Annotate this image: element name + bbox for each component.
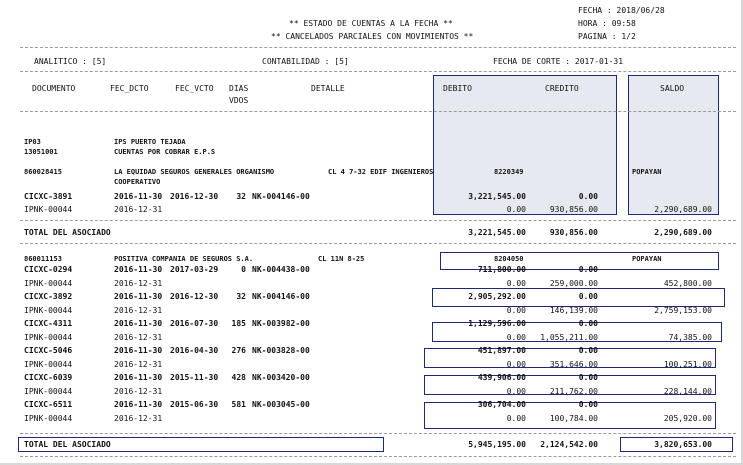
row-debit: 0.00 xyxy=(506,205,526,214)
row-debit: 0.00 xyxy=(506,386,526,396)
row-saldo: 74,385.00 xyxy=(668,332,712,342)
row-debit: 306,704.00 xyxy=(477,400,526,409)
row-dias: 428 xyxy=(231,373,246,382)
associate-address: CL 4 7-32 EDIF INGENIEROS xyxy=(328,168,434,176)
row-saldo: 2,759,153.00 xyxy=(654,305,712,315)
account-name: CUENTAS POR COBRAR E.P.S xyxy=(114,148,216,156)
col-fec-dcto: FEC_DCTO xyxy=(110,84,149,93)
row-credit: 259,000.00 xyxy=(549,278,598,288)
row-credit: 0.00 xyxy=(578,373,598,382)
row-document: CICXC-3891 xyxy=(24,192,73,201)
row-dias: 0 xyxy=(241,265,246,274)
saldo-column-highlight xyxy=(628,75,719,215)
row-credit: 0.00 xyxy=(578,346,598,355)
row-detalle: NK-004146-00 xyxy=(252,192,310,201)
divider xyxy=(20,111,736,112)
report-page-number: PAGINA : 1/2 xyxy=(578,32,636,41)
row-dias: 581 xyxy=(231,400,246,409)
group2-total-debit: 5,945,195.00 xyxy=(468,440,526,449)
row-credit: 146,139.00 xyxy=(549,305,598,315)
row-saldo: 2,290,689.00 xyxy=(654,205,712,214)
divider xyxy=(20,47,736,48)
row-fec-vcto: 2015-11-30 xyxy=(170,373,219,382)
row-fec-vcto: 2016-12-30 xyxy=(170,292,219,301)
group2-total-label: TOTAL DEL ASOCIADO xyxy=(24,440,111,449)
contabilidad-label: CONTABILIDAD : [5] xyxy=(262,57,349,66)
associate-name: LA EQUIDAD SEGUROS GENERALES ORGANISMO xyxy=(114,168,275,176)
row-fec-dcto: 2016-12-31 xyxy=(114,205,163,214)
row-saldo: 228,144.00 xyxy=(663,386,712,396)
row-document: CICXC-3892 xyxy=(24,292,73,301)
col-credito: CREDITO xyxy=(545,84,579,93)
report-time: HORA : 09:58 xyxy=(578,19,636,28)
row-document: IPNK-00044 xyxy=(24,359,73,369)
row-fec-vcto: 2016-04-30 xyxy=(170,346,219,355)
row-fec-dcto: 2016-11-30 xyxy=(114,400,163,409)
divider xyxy=(20,71,736,72)
row-fec-dcto: 2016-11-30 xyxy=(114,265,163,274)
report-title: ** ESTADO DE CUENTAS A LA FECHA ** xyxy=(289,19,453,28)
divider xyxy=(20,243,736,244)
entity-code: IP03 xyxy=(24,138,41,146)
row-document: IPNK-00044 xyxy=(24,386,73,396)
group1-total-saldo: 2,290,689.00 xyxy=(654,228,712,237)
row-document: CICXC-5046 xyxy=(24,346,73,355)
row-debit: 711,800.00 xyxy=(477,265,526,274)
row-fec-dcto: 2016-11-30 xyxy=(114,373,163,382)
row-fec-vcto: 2016-12-30 xyxy=(170,192,219,201)
row-fec-vcto: 2017-03-29 xyxy=(170,265,219,274)
row-debit: 0.00 xyxy=(506,278,526,288)
row-debit: 2,905,292.00 xyxy=(468,292,526,301)
row-dias: 32 xyxy=(236,292,246,301)
row-document: IPNK-00044 xyxy=(24,305,73,315)
col-saldo: SALDO xyxy=(660,84,685,93)
col-fec-vcto: FEC_VCTO xyxy=(175,84,214,93)
report-date: FECHA : 2018/06/28 xyxy=(578,6,665,15)
row-debit: 451,897.00 xyxy=(477,346,526,355)
row-credit: 0.00 xyxy=(578,319,598,328)
row-dias: 32 xyxy=(236,192,246,201)
row-detalle: NK-003828-00 xyxy=(252,346,310,355)
row-credit: 0.00 xyxy=(578,192,598,201)
row-fec-dcto: 2016-12-31 xyxy=(114,359,163,369)
row-document: CICXC-0294 xyxy=(24,265,73,274)
row-fec-dcto: 2016-11-30 xyxy=(114,319,163,328)
row-credit: 100,784.00 xyxy=(549,413,598,423)
col-vdos: VDOS xyxy=(229,96,249,105)
row-saldo: 205,920.00 xyxy=(663,413,712,423)
group1-total-credit: 930,856.00 xyxy=(549,228,598,237)
row-credit: 351,646.00 xyxy=(549,359,598,369)
row-fec-dcto: 2016-11-30 xyxy=(114,292,163,301)
row-detalle: NK-004438-00 xyxy=(252,265,310,274)
row-credit: 930,856.00 xyxy=(549,205,598,214)
row-document: IPNK-00044 xyxy=(24,332,73,342)
row-credit: 1,055,211.00 xyxy=(540,332,598,342)
col-debito: DEBITO xyxy=(443,84,472,93)
row-document: CICXC-4311 xyxy=(24,319,73,328)
report-subtitle: ** CANCELADOS PARCIALES CON MOVIMIENTOS ** xyxy=(271,32,474,41)
row-fec-vcto: 2015-06-30 xyxy=(170,400,219,409)
fecha-corte-label: FECHA DE CORTE : 2017-01-31 xyxy=(493,57,624,66)
associate-name: POSITIVA COMPANIA DE SEGUROS S.A. xyxy=(114,255,254,263)
row-saldo: 452,800.00 xyxy=(663,278,712,288)
row-document: CICXC-6039 xyxy=(24,373,73,382)
row-debit: 0.00 xyxy=(506,359,526,369)
associate-nit: 860011153 xyxy=(24,255,62,263)
row-detalle: NK-004146-00 xyxy=(252,292,310,301)
row-credit: 0.00 xyxy=(578,292,598,301)
row-detalle: NK-003982-00 xyxy=(252,319,310,328)
group1-total-label: TOTAL DEL ASOCIADO xyxy=(24,228,111,237)
associate-phone: 8204050 xyxy=(494,255,524,263)
row-fec-dcto: 2016-12-31 xyxy=(114,278,163,288)
associate-nit: 860028415 xyxy=(24,168,62,176)
row-debit: 3,221,545.00 xyxy=(468,192,526,201)
group2-total-credit: 2,124,542.00 xyxy=(540,440,598,449)
associate-address: CL 11N 8-25 xyxy=(318,255,365,263)
row-debit: 439,906.00 xyxy=(477,373,526,382)
associate-name-cont: COOPERATIVO xyxy=(114,178,161,186)
group1-total-debit: 3,221,545.00 xyxy=(468,228,526,237)
associate-phone: 8220349 xyxy=(494,168,524,176)
row-fec-dcto: 2016-11-30 xyxy=(114,192,163,201)
row-dias: 185 xyxy=(231,319,246,328)
row-fec-dcto: 2016-12-31 xyxy=(114,305,163,315)
row-fec-dcto: 2016-12-31 xyxy=(114,332,163,342)
divider xyxy=(20,433,736,434)
row-credit: 0.00 xyxy=(578,400,598,409)
row-debit: 0.00 xyxy=(506,413,526,423)
row-fec-dcto: 2016-12-31 xyxy=(114,386,163,396)
divider xyxy=(20,220,736,221)
associate-city: POPAYAN xyxy=(632,255,662,263)
row-debit: 0.00 xyxy=(506,332,526,342)
row-detalle: NK-003420-00 xyxy=(252,373,310,382)
row-document: CICXC-6511 xyxy=(24,400,73,409)
account-code: 13051001 xyxy=(24,148,58,156)
analitico-label: ANALITICO : [5] xyxy=(34,57,107,66)
row-document: IPNK-00044 xyxy=(24,205,73,214)
row-credit: 211,762.00 xyxy=(549,386,598,396)
row-fec-vcto: 2016-07-30 xyxy=(170,319,219,328)
associate-city: POPAYAN xyxy=(632,168,662,176)
row-document: IPNK-00044 xyxy=(24,413,73,423)
entity-name: IPS PUERTO TEJADA xyxy=(114,138,186,146)
row-fec-dcto: 2016-11-30 xyxy=(114,346,163,355)
row-saldo: 100,251.00 xyxy=(663,359,712,369)
row-document: IPNK-00044 xyxy=(24,278,73,288)
col-detalle: DETALLE xyxy=(311,84,345,93)
group2-total-saldo: 3,820,653.00 xyxy=(654,440,712,449)
row-debit: 0.00 xyxy=(506,305,526,315)
row-detalle: NK-003045-00 xyxy=(252,400,310,409)
row-fec-dcto: 2016-12-31 xyxy=(114,413,163,423)
row-credit: 0.00 xyxy=(578,265,598,274)
row-dias: 276 xyxy=(231,346,246,355)
row-debit: 1,129,596.00 xyxy=(468,319,526,328)
col-documento: DOCUMENTO xyxy=(32,84,76,93)
col-dias: DIAS xyxy=(229,84,249,93)
divider xyxy=(20,456,736,457)
